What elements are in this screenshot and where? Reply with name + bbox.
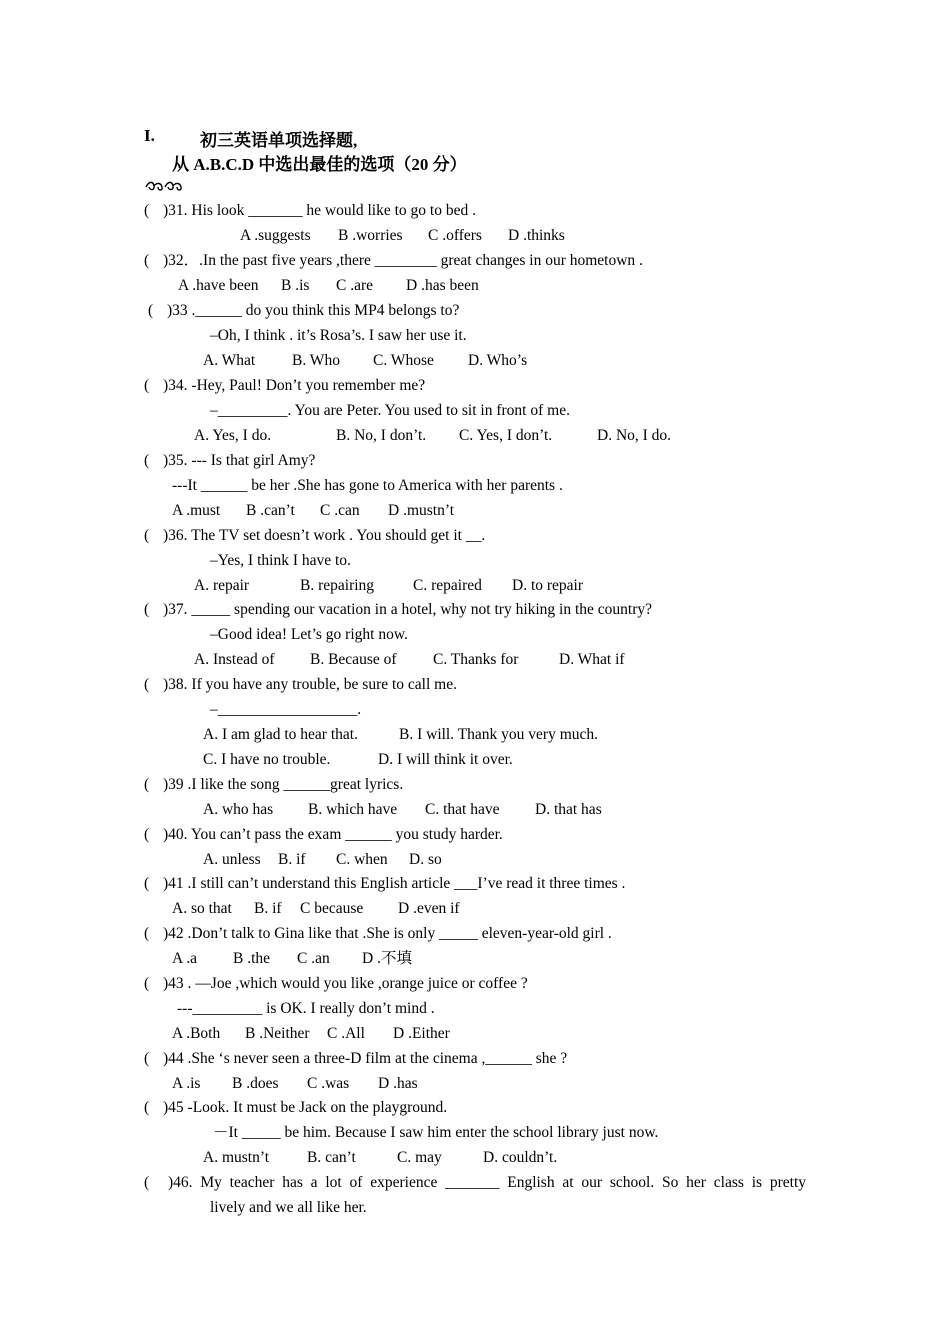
question-41 [144, 874, 625, 894]
options-38-row2 [203, 750, 513, 770]
answer-paren: ( [144, 826, 150, 843]
question-42 [144, 924, 612, 944]
question-33 [148, 301, 459, 321]
question-37 [144, 600, 652, 620]
option-d: D. that has [535, 801, 602, 818]
question-32 [144, 251, 643, 271]
question-stem: )41 .I still can’t understand this English article ___I’ve read it three times . [163, 875, 626, 892]
option-d: D. so [409, 851, 442, 868]
answer-paren: ( [144, 377, 150, 394]
options-33 [203, 351, 527, 371]
question-46-continuation: lively and we all like her. [210, 1199, 367, 1216]
option-d: D. I will think it over. [378, 751, 513, 768]
option-a: A. I am glad to hear that. [203, 726, 358, 743]
reply-43: ---_________ is OK. I really don’t mind . [177, 1000, 435, 1017]
question-stem: )37. _____ spending our vacation in a hotel, why not try hiking in the country? [163, 601, 653, 618]
option-d: D .Either [393, 1025, 450, 1042]
options-37 [194, 650, 625, 670]
option-a: A. mustn’t [203, 1149, 270, 1166]
answer-paren: ( [144, 975, 150, 992]
question-45 [144, 1098, 447, 1118]
option-b: B. I will. Thank you very much. [399, 726, 599, 743]
question-43 [144, 974, 528, 994]
option-d: D .mustn’t [388, 502, 455, 519]
option-c: C. I have no trouble. [203, 751, 331, 768]
options-44 [172, 1074, 418, 1094]
option-d: D. What if [559, 651, 625, 668]
options-40 [203, 850, 442, 870]
option-b: B. if [254, 900, 282, 917]
answer-paren: ( [144, 925, 150, 942]
option-a: A. who has [203, 801, 274, 818]
question-stem: )33 .______ do you think this MP4 belongs to? [167, 302, 460, 319]
option-a: A .is [172, 1075, 201, 1092]
option-b: B. No, I don’t. [336, 427, 427, 444]
option-c: C .are [336, 277, 374, 294]
option-b: B .does [232, 1075, 279, 1092]
ornament-icon [144, 179, 184, 193]
option-a: A. Yes, I do. [194, 427, 272, 444]
answer-paren: ( [144, 601, 150, 618]
option-c: C .offers [428, 227, 482, 244]
reply-33: –Oh, I think . it’s Rosa’s. I saw her use it. [210, 327, 467, 344]
option-c: C .was [307, 1075, 350, 1092]
options-36 [194, 576, 583, 596]
options-38-row1 [203, 725, 598, 745]
question-stem: )46. My teacher has a lot of experience _______ English at our school. So her class is pretty [168, 1174, 806, 1191]
options-39 [203, 800, 602, 820]
question-39 [144, 775, 403, 795]
option-a: A. unless [203, 851, 261, 868]
question-46 [144, 1173, 806, 1193]
reply-34: –_________. You are Peter. You used to sit in front of me. [210, 402, 570, 419]
option-a: A. Instead of [194, 651, 275, 668]
option-d: D .不填 [362, 950, 412, 967]
option-d: D. to repair [512, 577, 584, 594]
option-b: B. which have [308, 801, 398, 818]
question-stem: )34. -Hey, Paul! Don’t you remember me? [163, 377, 426, 394]
question-stem: )43 . —Joe ,which would you like ,orange juice or coffee ? [163, 975, 528, 992]
options-34 [194, 426, 671, 446]
option-b: B .can’t [246, 502, 295, 519]
question-31 [144, 201, 476, 221]
section-title: 初三英语单项选择题, [200, 131, 358, 150]
option-a: A .suggests [240, 227, 311, 244]
option-a: A .Both [172, 1025, 221, 1042]
option-a: A .have been [178, 277, 259, 294]
section-number: I. [144, 126, 155, 145]
option-b: B. Who [292, 352, 340, 369]
option-c: C because [300, 900, 364, 917]
section-instruction: 从 A.B.C.D 中选出最佳的选项（20 分） [172, 155, 467, 174]
option-b: B .the [233, 950, 271, 967]
option-c: C .an [297, 950, 330, 967]
option-c: C. repaired [413, 577, 482, 594]
options-35 [172, 501, 454, 521]
option-d: D. No, I do. [597, 427, 672, 444]
option-a: A .a [172, 950, 197, 967]
option-c: C. Thanks for [433, 651, 519, 668]
question-stem: )32．.In the past five years ,there ________ great changes in our hometown . [163, 252, 643, 269]
reply-37: –Good idea! Let’s go right now. [210, 626, 408, 643]
question-stem: )39 .I like the song ______great lyrics. [163, 776, 404, 793]
options-31 [240, 226, 565, 246]
option-c: C .can [320, 502, 360, 519]
answer-paren: ( [148, 302, 154, 319]
answer-paren: ( [144, 452, 150, 469]
option-d: D .has [378, 1075, 418, 1092]
option-c: C. when [336, 851, 388, 868]
question-stem: )36. The TV set doesn’t work . You should get it __. [163, 527, 486, 544]
option-b: B. if [278, 851, 306, 868]
option-c: C. Whose [373, 352, 434, 369]
option-a: A. What [203, 352, 256, 369]
question-stem: )38. If you have any trouble, be sure to call me. [163, 676, 457, 693]
option-d: D .thinks [508, 227, 565, 244]
question-34 [144, 376, 425, 396]
option-c: C .All [327, 1025, 365, 1042]
question-stem: )40. You can’t pass the exam ______ you study harder. [163, 826, 503, 843]
option-b: B .Neither [245, 1025, 310, 1042]
question-35 [144, 451, 315, 471]
options-43 [172, 1024, 450, 1044]
option-c: C. that have [425, 801, 500, 818]
answer-paren: ( [144, 1099, 150, 1116]
reply-35: ---It ______ be her .She has gone to America with her parents . [172, 477, 563, 494]
option-b: B .worries [338, 227, 403, 244]
option-d: D .even if [398, 900, 460, 917]
question-stem: )35. --- Is that girl Amy? [163, 452, 316, 469]
answer-paren: ( [144, 202, 150, 219]
option-a: A .must [172, 502, 221, 519]
question-stem: )42 .Don’t talk to Gina like that .She is only _____ eleven-year-old girl . [163, 925, 612, 942]
answer-paren: ( [144, 1050, 150, 1067]
option-b: B. Because of [310, 651, 397, 668]
answer-paren: ( [144, 875, 150, 892]
option-d: D. Who’s [468, 352, 528, 369]
option-b: B. repairing [300, 577, 375, 594]
answer-paren: ( [144, 1174, 150, 1191]
option-c: C. Yes, I don’t. [459, 427, 553, 444]
options-45 [203, 1148, 557, 1168]
question-40 [144, 825, 503, 845]
reply-45: －It _____ be him. Because I saw him enter the school library just now. [213, 1124, 659, 1141]
question-stem: )44 .She ‘s never seen a three-D film at the cinema ,______ she ? [163, 1050, 568, 1067]
question-44 [144, 1049, 567, 1069]
option-b: B. can’t [307, 1149, 356, 1166]
option-a: A. repair [194, 577, 250, 594]
option-c: C. may [397, 1149, 442, 1166]
question-stem: )45 -Look. It must be Jack on the playground. [163, 1099, 448, 1116]
reply-38: –__________________. [210, 701, 362, 718]
option-d: D .has been [406, 277, 479, 294]
option-d: D. couldn’t. [483, 1149, 558, 1166]
question-38 [144, 675, 457, 695]
reply-36: –Yes, I think I have to. [210, 552, 351, 569]
answer-paren: ( [144, 252, 150, 269]
options-42 [172, 949, 412, 969]
option-b: B .is [281, 277, 310, 294]
question-stem: )31. His look _______ he would like to go to bed . [163, 202, 476, 219]
options-41 [172, 899, 460, 919]
answer-paren: ( [144, 527, 150, 544]
option-a: A. so that [172, 900, 232, 917]
answer-paren: ( [144, 776, 150, 793]
answer-paren: ( [144, 676, 150, 693]
options-32 [178, 276, 479, 296]
question-36 [144, 526, 485, 546]
